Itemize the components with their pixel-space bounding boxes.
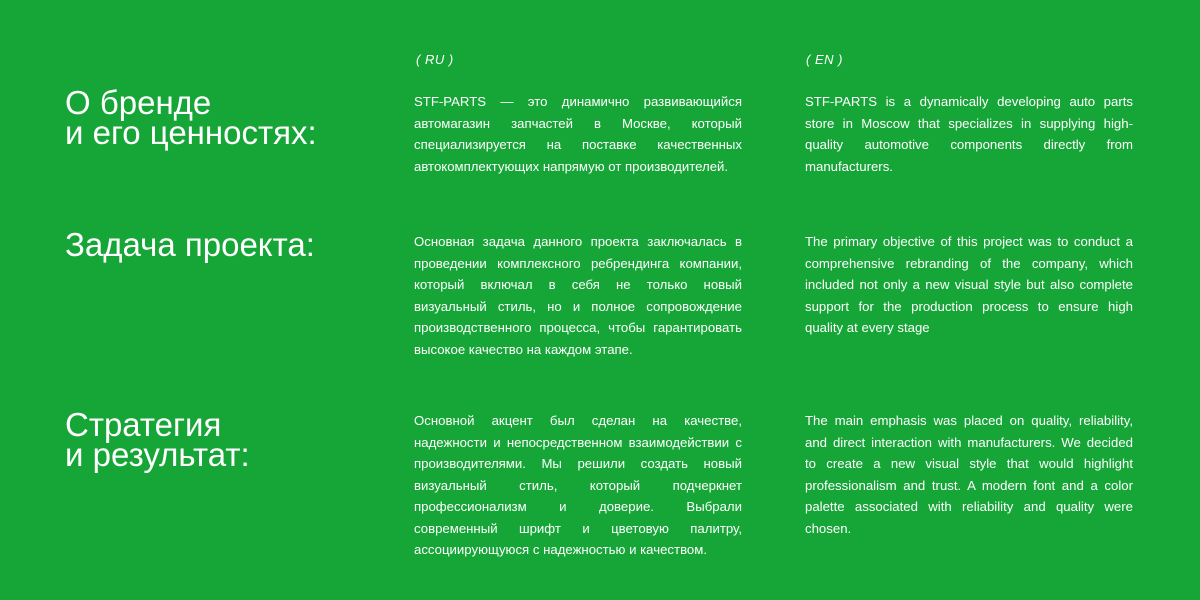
brand-text-ru: STF-PARTS — это динамично развивающийся автомагазин запчастей в Москве, который специализируется на поставке качественных автокомплектующих напрямую от производителей. [414,94,742,174]
strategy-text-en: The main emphasis was placed on quality, reliability, and direct interaction with manufacturers. We decided to create a new visual style that would highlight professionalism and trust. A modern font and a color palette associated with reliability and quality were chosen. [805,413,1133,536]
language-label-en: ( EN ) [806,52,843,67]
objective-text-en: The primary objective of this project was to conduct a comprehensive rebranding of the company, which included not only a new visual style but also complete support for the production process to ensure high quality at every stage [805,234,1133,335]
language-label-ru: ( RU ) [416,52,454,67]
section-title-brand: О бренде и его ценностях: [65,84,317,151]
strategy-text-ru: Основной акцент был сделан на качестве, надежности и непосредственном взаимодействии с производителями. Мы решили создать новый визуальный стиль, который подчеркнет профессионализм и доверие. Выбрали современный шрифт и цветовую палитру, ассоциирующуюся с надежностью и качеством. [414,413,742,557]
objective-text-ru: Основная задача данного проекта заключалась в проведении комплексного ребрендинга компании, который включал в себя не только новый визуальный стиль, но и полное сопровождение производственного процесса, чтобы гарантировать высокое качество на каждом этапе. [414,234,742,357]
brand-text-en: STF-PARTS is a dynamically developing auto parts store in Moscow that specializes in supplying high-quality automotive components directly from manufacturers. [805,94,1133,174]
section-title-strategy: Стратегия и результат: [65,406,250,473]
section-title-objective: Задача проекта: [65,226,315,263]
